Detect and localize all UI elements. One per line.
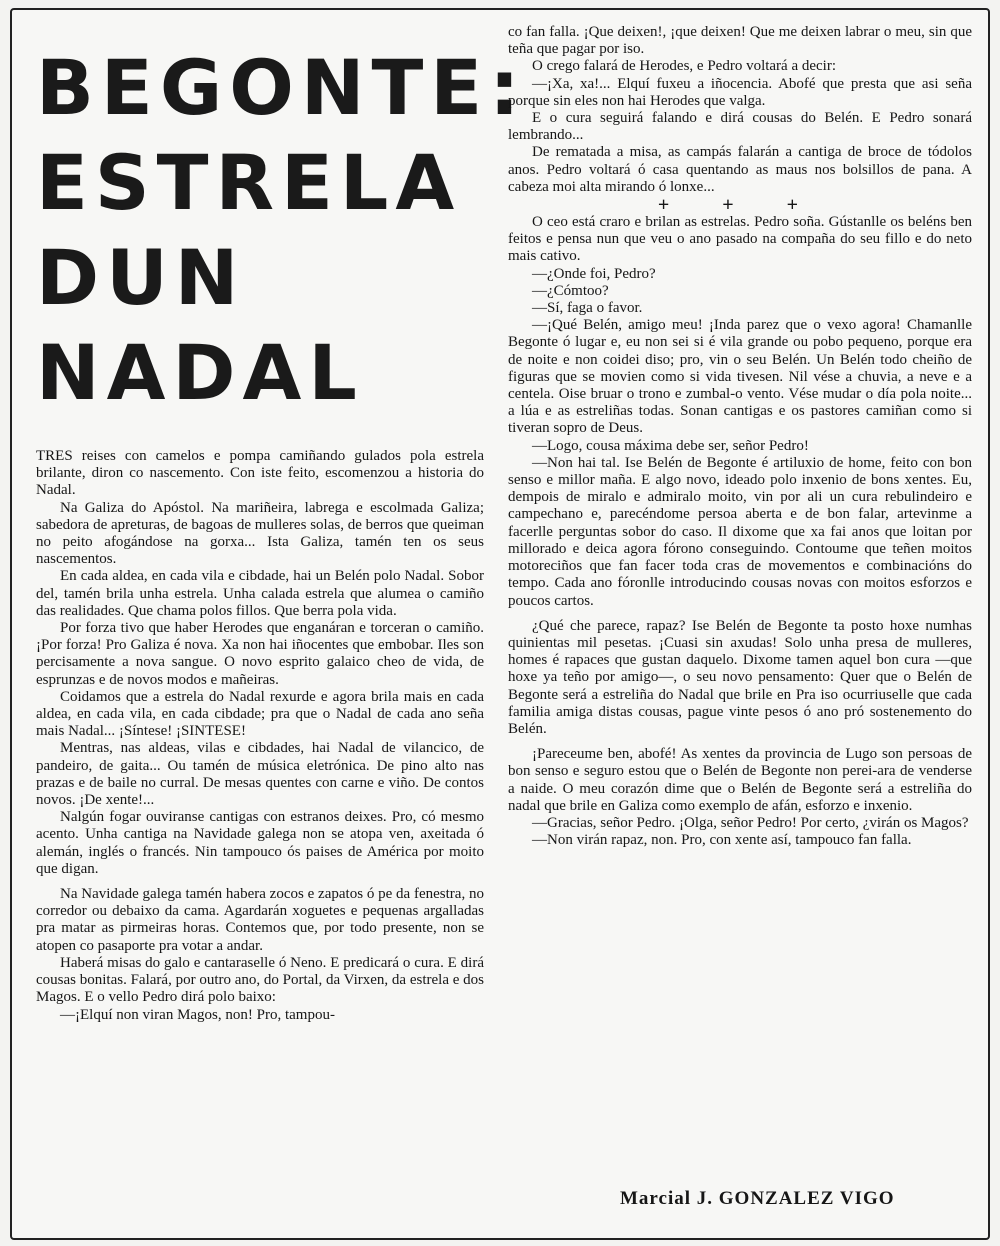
dialogue-line: —¿Cómtoo? — [532, 282, 609, 299]
author-byline: Marcial J. GONZALEZ VIGO — [620, 1188, 895, 1209]
left-column — [36, 448, 484, 1024]
right-column — [508, 24, 972, 849]
article-paragraph: E o cura seguirá falando e dirá cousas do Belén. E Pedro sonará lembrando... — [508, 110, 972, 144]
dialogue-line: —Non hai tal. Ise Belén de Begonte é artiluxio de home, feito con bon senso e millor maña. E algo novo, ideado polo inxenio de bons xentes. Eu, dempois de miralo e admiralo moito, vin por ali un cura rebulindeiro e campechano e, parecéndome persoa aberta e de bon falar, artevinme a facerlle perguntas sobor do caso. Il dixome que xa fai anos que loitan por millorado e deica agora fórono conseguindo. Contoume que teñen moitos motoreciños que fan facer toda cras de movementos e combinacións do tempo. Cada ano fóronlle introducindo cousas novas con moitos esforzos e poucos cartos. — [508, 454, 972, 609]
headline-line-2: ESTRELA — [36, 138, 462, 227]
dialogue-line: —Logo, cousa máxima debe ser, señor Pedro! — [532, 437, 809, 454]
article-paragraph: Na Galiza do Apóstol. Na mariñeira, labrega e escolmada Galiza; sabedora de apreturas, de bagoas de mulleres solas, de berros que queiman no peito afogándose na gorxa... Ista Galiza, tamén ten os seus nascementos. — [36, 499, 484, 568]
article-paragraph: Por forza tivo que haber Herodes que enganáran e torceran o camiño. ¡Por forza! Pro Galiza é nova. Xa non hai iñocentes que embobar. Iles son percisamente a nova sangue. O novo esprito galaico cheo de vida, de esprunzas e de novos modos e mañeiras. — [36, 620, 484, 688]
article-paragraph: Na Navidade galega tamén habera zocos e zapatos ó pe da fenestra, no corredor ou debaixo da cama. Agardarán xoguetes e pequenas argalladas pra matar as pirmeiras horas. Contemos que, por todo presente, non se atopen co pasaporte pra votar a andar. — [36, 886, 484, 954]
dialogue-line: —Gracias, señor Pedro. ¡Olga, señor Pedro! Por certo, ¿virán os Magos? — [532, 814, 969, 831]
article-paragraph: —¡Xa, xa!... Elquí fuxeu a iñocencia. Abofé que presta que asi seña porque sin eles non hai Herodes que valga. — [508, 75, 972, 109]
article-paragraph: En cada aldea, en cada vila e cibdade, hai un Belén polo Nadal. Sobor del, tamén brila unha estrela. Unha calada estrela que alumea o camiño das realidades. Que chama polos fillos. Que berra pola vida. — [36, 568, 484, 619]
section-separator: + + + — [657, 194, 823, 217]
dialogue-line: —¿Onde foi, Pedro? — [532, 265, 656, 282]
article-paragraph: O crego falará de Herodes, e Pedro voltará a decir: — [532, 58, 837, 75]
newspaper-clipping — [10, 8, 990, 1240]
article-paragraph: De rematada a misa, as campás falarán a cantiga de broce de tódolos anos. Pedro voltará ó casa quentando as maus nos bolsillos de pana. A cabeza moi alta mirando ó lonxe... — [508, 144, 972, 195]
article-paragraph: co fan falla. ¡Que deixen!, ¡que deixen! Que me deixen labrar o meu, sin que teña que pagar por iso. — [508, 24, 972, 58]
article-paragraph: Mentras, nas aldeas, vilas e cibdades, hai Nadal de vilancico, de pandeiro, de gaita... Ou tamén de música eletrónica. De pino alto nas prazas e de baile no curral. De mesas quentes con carne e viño. De contos novos. ¡De xente!... — [36, 740, 484, 809]
article-paragraph: —¡Elquí non viran Magos, non! Pro, tampou- — [60, 1006, 335, 1023]
article-paragraph: Coidamos que a estrela do Nadal rexurde e agora brila mais en cada aldea, en cada vila, en cada cibdade; pra que o Nadal de cada ano seña mais Nadal... ¡Síntese! ¡SINTESE! — [36, 688, 484, 740]
article-paragraph: ¿Qué che parece, rapaz? Ise Belén de Begonte ta posto hoxe numhas quinientas mil pesetas. ¡Cuasi sin axudas! Solo unha presa de mulleres, homes é rapaces que gustan daquelo. Dixome tamen aquel bon cura —que hoxe ya teño por amigo—, o seu novo pensamento: Quer que o Belén de Begonte será a estreliña do Nadal que brile en Pra iso ocurriuselle que cada familia amiga distas cousas, pague vinte pesos ó ano pró sostenemento do Belén. — [508, 617, 972, 737]
article-paragraph: TRES reises con camelos e pompa camiñando gulados pola estrela brilante, diron co nascemento. Con iste feito, escomenzou a historia do Nadal. — [36, 448, 484, 499]
article-paragraph: O ceo está craro e brilan as estrelas. Pedro soña. Gústanlle os beléns ben feitos e pensa nun que veu o ano pasado na compaña do seu fillo e do neto mais cativo. — [508, 214, 972, 265]
headline-line-3: DUN — [36, 233, 246, 322]
article-paragraph: Haberá misas do galo e cantaraselle ó Neno. E predicará o cura. E dirá cousas bonitas. Falará, por outro ano, do Portal, da Virxen, da estrela e dos Magos. E o vello Pedro dirá polo baixo: — [36, 954, 484, 1006]
article-paragraph: ¡Pareceume ben, abofé! As xentes da provincia de Lugo son persoas de bon senso e seguro estou que o Belén de Begonte non perei-ara de venderse a naide. O meu corazón dime que o Belén de Begonte será a estreliña do nadal que brile en Galiza como exemplo de afán, esforzo e inxenio. — [508, 746, 972, 814]
dialogue-line: —¡Qué Belén, amigo meu! ¡Inda parez que o vexo agora! Chamanlle Begonte ó lugar e, eu non sei si é vila grande ou pobo pequeno, porque era de noite e non coidei diso; pro, vin o seu Belén. Un Belén todo cheiño de figuras que se movien como si vida tivesen. Nil vése a chuvia, a neve e a centela. Oise bruar o trono e zumbal-o vento. Vése mudar o día pola noite... a lúa e as estreliñas todas. Sonan cantigas e os pastores camiñan como si tiveran sopro de Deus. — [508, 317, 972, 437]
article-paragraph: Nalgún fogar ouviranse cantigas con estranos deixes. Pro, có mesmo acento. Unha cantiga na Navidade galega non se atopa ven, axeitada ó alemán, inglés o francés. Nin tampouco ós paises de América por moito que digan. — [36, 809, 484, 877]
dialogue-line: —Non virán rapaz, non. Pro, con xente así, tampouco fan falla. — [532, 832, 912, 849]
headline-line-1: BEGONTE: — [36, 43, 527, 132]
dialogue-line: —Sí, faga o favor. — [532, 300, 643, 317]
headline — [36, 40, 527, 420]
headline-line-4: NADAL — [36, 328, 364, 417]
